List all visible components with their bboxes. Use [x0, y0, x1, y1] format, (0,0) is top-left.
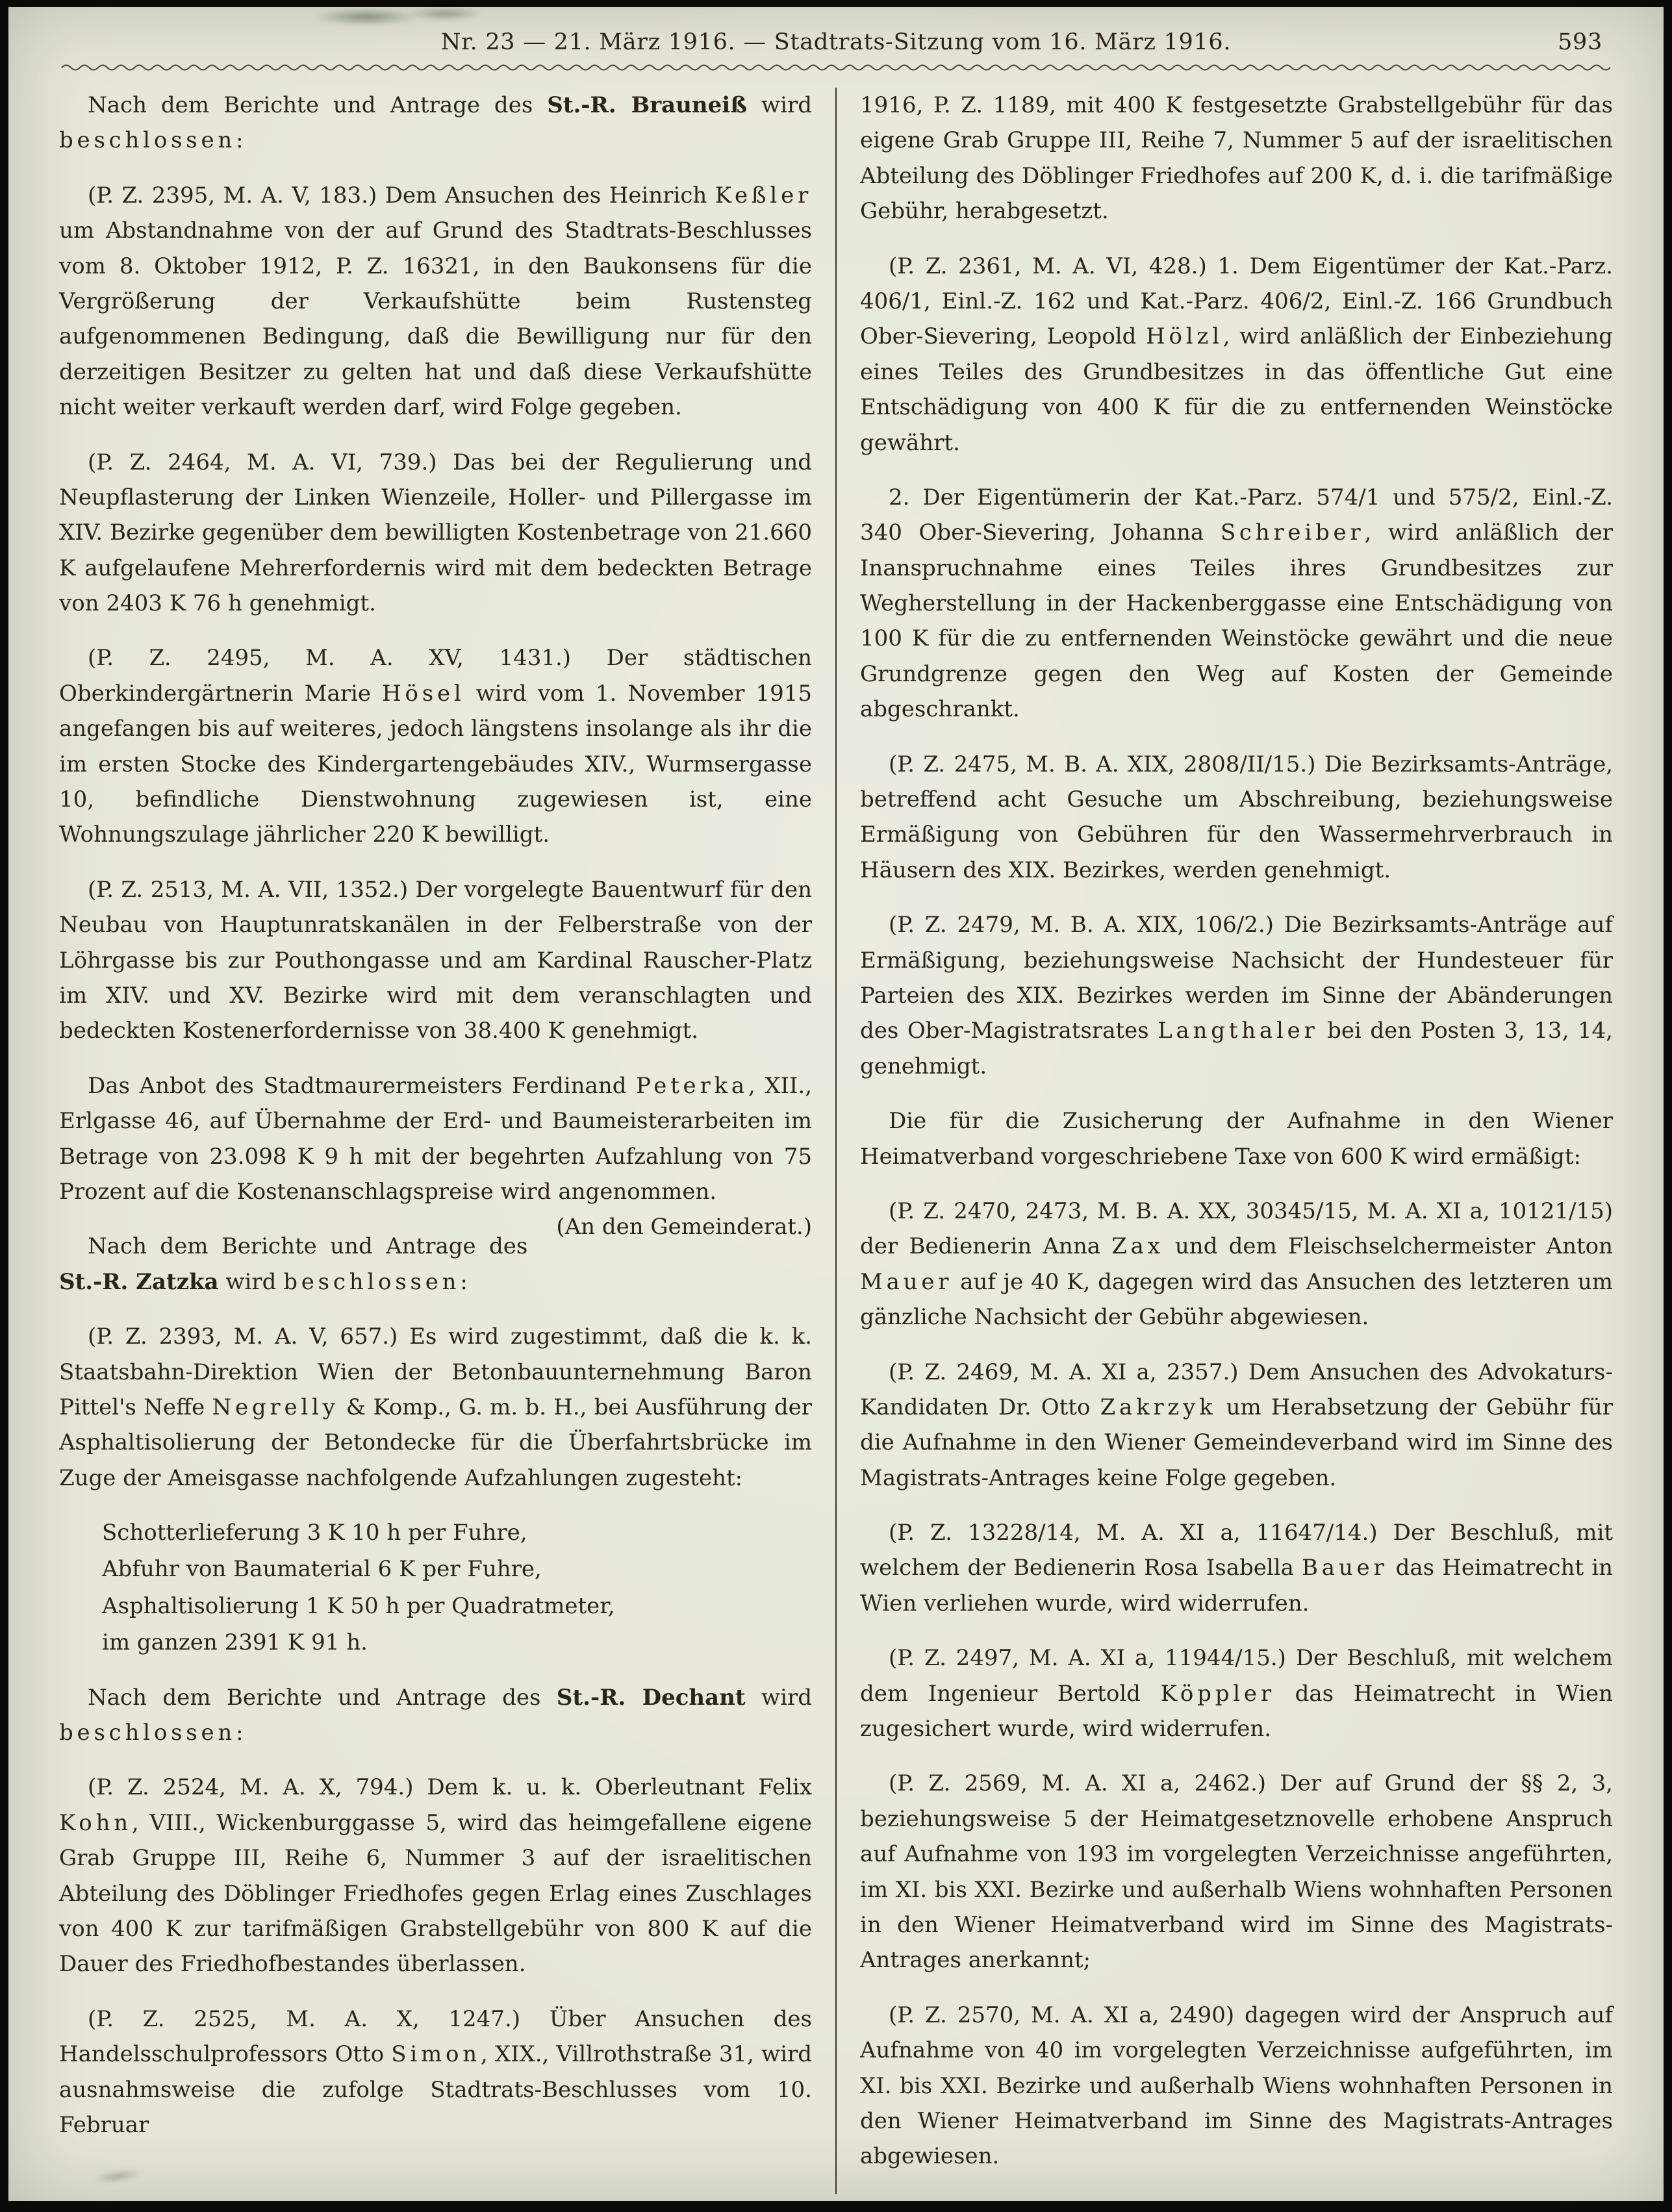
left-column [59, 88, 835, 2194]
header-issue-line: Nr. 23 — 21. März 1916. — Stadtrats-Sitzung vom 16. März 1916. [440, 29, 1232, 55]
text-columns [59, 88, 1613, 2194]
paragraph: (P. Z. 2497, M. A. XI a, 11944/15.) Der Beschluß, mit welchem dem Ingenieur Bertold Köppler das Heimatrecht in Wien zugesichert wurde, wird widerrufen. [860, 1645, 1613, 1742]
paragraph: 1916, P. Z. 1189, mit 400 K festgesetzte Grabstellgebühr für das eigene Grab Gruppe III, Reihe 7, Nummer 5 auf der israelitischen Abteilung des Döblinger Friedhofes auf 200 K, d. i. die tarifmäßige Gebühr, herabgesetzt. [860, 92, 1613, 225]
paragraph: (P. Z. 2361, M. A. VI, 428.) 1. Dem Eigentümer der Kat.-Parz. 406/1, Einl.-Z. 162 und Kat.-Parz. 406/2, Einl.-Z. 166 Grundbuch Ober-Sievering, Leopold Hölzl, wird anläßlich der Einbeziehung eines Teiles des Grundbesitzes in das öffentliche Gut eine Entschädigung von 400 K für die zu entfernenden Weinstöcke gewährt. [860, 253, 1613, 456]
paragraph: Das Anbot des Stadtmaurermeisters Ferdinand Peterka, XII., Erlgasse 46, auf Übernahme der Erd- und Baumeisterarbeiten im Betrage von 23.098 K 9 h mit der begehrten Aufzahlung von 75 Prozent auf die Kostenanschlagspreise wird angenommen. (An den Gemeinderat.) [59, 1068, 812, 1210]
paragraph: 2. Der Eigentümerin der Kat.-Parz. 574/1 und 575/2, Einl.-Z. 340 Ober-Sievering, Johanna Schreiber, wird anläßlich der Inanspruchnahme eines Teiles ihres Grundbesitzes zur Wegherstellung in der Hackenberggasse eine Entschädigung von 100 K für die zu entfernenden Weinstöcke gewährt und die neue Grundgrenze gegen den Weg auf Kosten der Gemeinde abgeschrankt. [860, 484, 1613, 723]
scanned-page [8, 7, 1664, 2201]
referral-note: (An den Gemeinderat.) [556, 1214, 812, 1240]
paragraph: (P. Z. 2470, 2473, M. B. A. XX, 30345/15, M. A. XI a, 10121/15) der Bedienerin Anna Zax und dem Fleischselchermeister Anton Mauer auf je 40 K, dagegen wird das Ansuchen des letzteren um gänzliche Nachsicht der Gebühr abgewiesen. [860, 1198, 1613, 1331]
paragraph: (P. Z. 2569, M. A. XI a, 2462.) Der auf Grund der §§ 2, 3, beziehungsweise 5 der Heimatgesetznovelle erhobene Anspruch auf Aufnahme von 193 im vorgelegten Verzeichnisse angeführten, im XI. bis XXI. Bezirke und außerhalb Wiens wohnhaften Personen in den Wiener Heimatverband wird im Sinne des Magistrats-Antrages anerkannt; [860, 1770, 1613, 1974]
text-line: Asphaltisolierung 1 K 50 h per Quadratmeter, [102, 1592, 615, 1619]
wavy-rule [60, 63, 1612, 72]
paragraph: (P. Z. 2464, M. A. VI, 739.) Das bei der Regulierung und Neupflasterung der Linken Wienzeile, Holler- und Pillergasse im XIV. Bezirke gegenüber dem bewilligten Kostenbetrage von 21.660 K aufgelaufene Mehrerfordernis wird mit dem bedeckten Betrage von 2403 K 76 h genehmigt. [59, 449, 812, 617]
paragraph: (P. Z. 2469, M. A. XI a, 2357.) Dem Ansuchen des Advokaturs-Kandidaten Dr. Otto Zakrzyk um Herabsetzung der Gebühr für die Aufnahme in den Wiener Gemeindeverband wird im Sinne des Magistrats-Antrages keine Folge gegeben. [860, 1359, 1613, 1491]
paragraph: (P. Z. 2475, M. B. A. XIX, 2808/II/15.) Die Bezirksamts-Anträge, betreffend acht Gesuche um Abschreibung, beziehungsweise Ermäßigung von Gebühren für den Wassermehrverbrauch in Häusern des XIX. Bezirkes, werden genehmigt. [860, 751, 1613, 883]
text-line: Schotterlieferung 3 K 10 h per Fuhre, [102, 1520, 527, 1546]
paragraph: Die für die Zusicherung der Aufnahme in den Wiener Heimatverband vorgeschriebene Taxe von 600 K wird ermäßigt: [860, 1108, 1613, 1170]
paragraph: (P. Z. 2525, M. A. X, 1247.) Über Ansuchen des Handelsschulprofessors Otto Simon, XIX., Villrothstraße 31, wird ausnahmsweise die zufolge Stadtrats-Beschlusses vom 10. Februar [59, 2005, 812, 2138]
right-column [835, 88, 1613, 2194]
paragraph: Nach dem Berichte und Antrage des St.-R. Zatzka wird beschlossen: [59, 1233, 528, 1295]
paragraph: (P. Z. 2513, M. A. VII, 1352.) Der vorgelegte Bauentwurf für den Neubau von Hauptunratskanälen in der Felberstraße von der Löhrgasse bis zur Pouthongasse und am Kardinal Rauscher-Platz im XIV. und XV. Bezirke wird mit dem veranschlagten und bedeckten Kostenerfordernisse von 38.400 K genehmigt. [59, 876, 812, 1044]
paragraph: (P. Z. 13228/14, M. A. XI a, 11647/14.) Der Beschluß, mit welchem der Bedienerin Rosa Isabella Bauer das Heimatrecht in Wien verliehen wurde, wird widerrufen. [860, 1520, 1613, 1616]
paragraph: (P. Z. 2495, M. A. XV, 1431.) Der städtischen Oberkindergärtnerin Marie Hösel wird vom 1. November 1915 angefangen bis auf weiteres, jedoch längstens insolange als ihr die im ersten Stocke des Kindergartengebäudes XIV., Wurmsergasse 10, befindliche Dienstwohnung zugewiesen ist, eine Wohnungszulage jährlicher 220 K bewilligt. [59, 645, 812, 848]
text-line: Abfuhr von Baumaterial 6 K per Fuhre, [102, 1556, 542, 1583]
paragraph: Nach dem Berichte und Antrage des St.-R. Dechant wird beschlossen: [59, 1684, 812, 1746]
paragraph: (P. Z. 2395, M. A. V, 183.) Dem Ansuchen des Heinrich Keßler um Abstandnahme von der auf Grund des Stadtrats-Beschlusses vom 8. Oktober 1912, P. Z. 16321, in den Baukonsens für die Vergrößerung der Verkaufshütte beim Rustensteg aufgenommenen Bedingung, daß die Bewilligung nur für den derzeitigen Besitzer zu gelten hat und daß diese Verkaufshütte nicht weiter verkauft werden darf, wird Folge gegeben. [59, 182, 812, 421]
page-header [8, 7, 1664, 55]
paragraph: (P. Z. 2524, M. A. X, 794.) Dem k. u. k. Oberleutnant Felix Kohn, VIII., Wickenburggasse 5, wird das heimgefallene eigene Grab Gruppe III, Reihe 6, Nummer 3 auf der israelitischen Abteilung des Döblinger Friedhofes gegen Erlag eines Zuschlages von 400 K zur tarifmäßigen Grabstellgebühr von 800 K auf die Dauer des Friedhofbestandes überlassen. [59, 1774, 812, 1978]
text-line: im ganzen 2391 K 91 h. [102, 1629, 368, 1656]
paragraph: (P. Z. 2393, M. A. V, 657.) Es wird zugestimmt, daß die k. k. Staatsbahn-Direktion Wien der Betonbauunternehmung Baron Pittel's Neffe Negrelly & Komp., G. m. b. H., bei Ausführung der Asphaltisolierung der Betondecke für die Überfahrtsbrücke im Zuge der Ameisgasse nachfolgende Aufzahlungen zugesteht: [59, 1324, 812, 1491]
paragraph: (P. Z. 2570, M. A. XI a, 2490) dagegen wird der Anspruch auf Aufnahme von 40 im vorgelegten Verzeichnisse aufgeführten, im XI. bis XXI. Bezirke und außerhalb Wiens wohnhaften Personen in den Wiener Heimatverband im Sinne des Magistrats-Antrages abgewiesen. [860, 2002, 1613, 2170]
page-number: 593 [1558, 29, 1602, 55]
paragraph: (P. Z. 2479, M. B. A. XIX, 106/2.) Die Bezirksamts-Anträge auf Ermäßigung, beziehungsweise Nachsicht der Hundesteuer für Parteien des XIX. Bezirkes werden im Sinne der Abänderungen des Ober-Magistratsrates Langthaler bei den Posten 3, 13, 14, genehmigt. [860, 912, 1613, 1079]
paragraph: Nach dem Berichte und Antrage des St.-R. Brauneiß wird beschlossen: [59, 92, 812, 154]
